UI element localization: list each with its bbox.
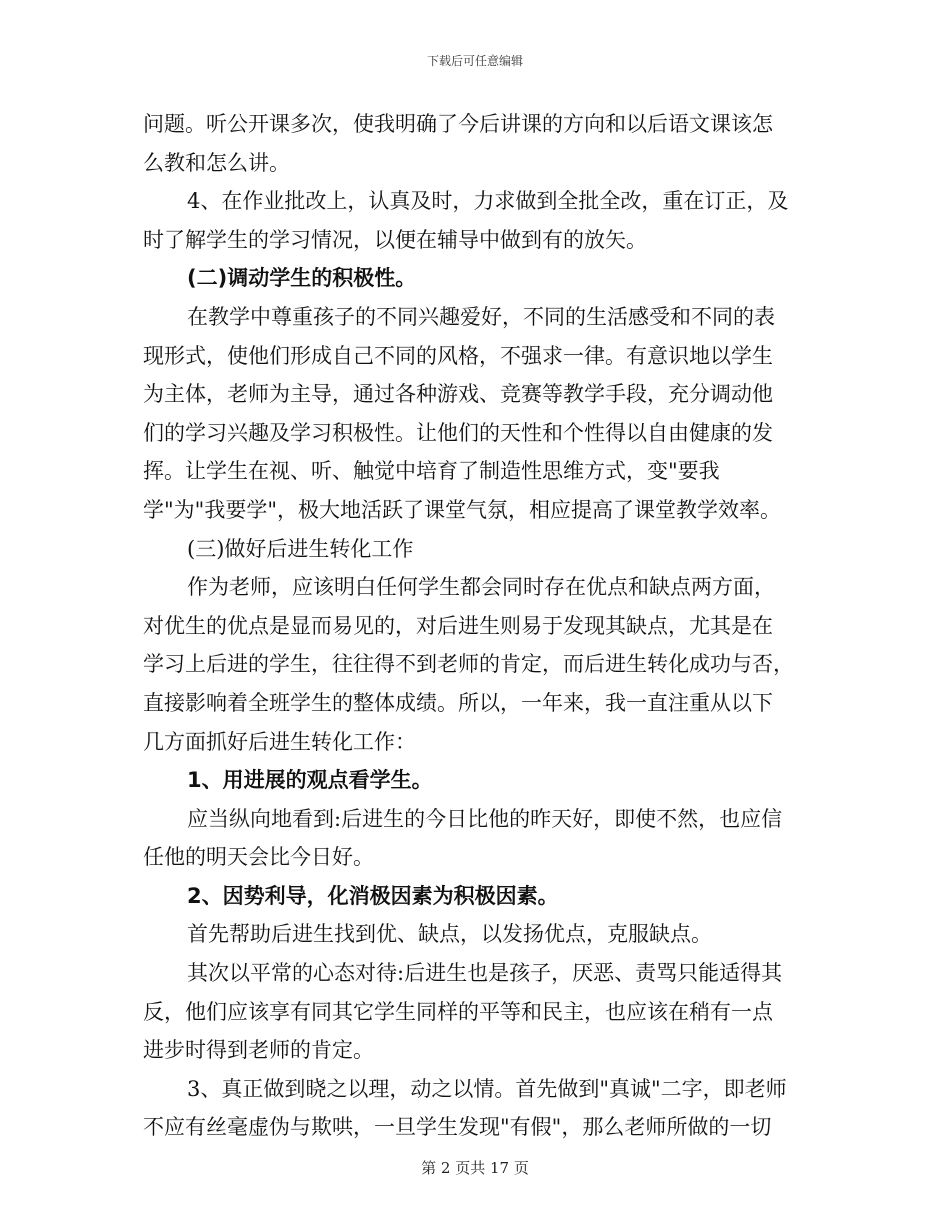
text-line: 几方面抓好后进生转化工作： [143, 729, 416, 754]
text-line: 学"为"我要学"，极大地活跃了课堂气氛，相应提高了课堂教学效率。 [143, 497, 781, 522]
text-line: 直接影响着全班学生的整体成绩。所以，一年来，我一直注重从以下 [143, 690, 773, 715]
document-body [143, 105, 811, 1147]
text-line: 任他的明天会比今日好。 [143, 845, 374, 870]
section-heading: (二)调动学生的积极性。 [187, 266, 417, 291]
text-line: 应当纵向地看到:后进生的今日比他的昨天好，即使不然，也应信 [187, 806, 783, 831]
text-line: 为主体，老师为主导，通过各种游戏、竞赛等教学手段，充分调动他 [143, 382, 773, 407]
text-line: 时了解学生的学习情况，以便在辅导中做到有的放矢。 [143, 227, 647, 252]
text-line: 不应有丝毫虚伪与欺哄，一旦学生发现"有假"，那么老师所做的一切 [143, 1115, 772, 1140]
text-line: 其次以平常的心态对待:后进生也是孩子，厌恶、责骂只能适得其 [187, 961, 783, 986]
text-line: 么教和怎么讲。 [143, 150, 290, 175]
page-header: 下载后可任意编辑 [426, 54, 523, 68]
text-line: 首先帮助后进生找到优、缺点，以发扬优点，克服缺点。 [187, 922, 712, 947]
text-line: 4、在作业批改上，认真及时，力求做到全批全改，重在订正，及 [187, 189, 789, 214]
text-line: 们的学习兴趣及学习积极性。让他们的天性和个性得以自由健康的发 [143, 420, 773, 445]
text-line: 挥。让学生在视、听、触觉中培育了制造性思维方式，变"要我 [143, 459, 720, 484]
text-line: 学习上后进的学生，往往得不到老师的肯定，而后进生转化成功与否， [143, 652, 794, 677]
text-line: 进步时得到老师的肯定。 [143, 1038, 374, 1063]
section-heading: 1、用进展的观点看学生。 [187, 768, 433, 793]
text-line: (三)做好后进生转化工作 [187, 536, 414, 561]
text-line: 反，他们应该享有同其它学生同样的平等和民主，也应该在稍有一点 [143, 999, 773, 1024]
section-heading: 2、因势利导，化消极因素为积极因素。 [187, 883, 559, 908]
text-line: 作为老师，应该明白任何学生都会同时存在优点和缺点两方面， [187, 575, 775, 600]
text-line: 在教学中尊重孩子的不同兴趣爱好，不同的生活感受和不同的表 [187, 304, 775, 329]
text-line: 3、真正做到晓之以理，动之以情。首先做到"真诚"二字，即老师 [187, 1076, 787, 1101]
text-line: 现形式，使他们形成自己不同的风格，不强求一律。有意识地以学生 [143, 343, 773, 368]
text-line: 问题。听公开课多次，使我明确了今后讲课的方向和以后语文课该怎 [143, 112, 773, 136]
page-footer: 第 2 页共 17 页 [421, 1159, 529, 1177]
text-line: 对优生的优点是显而易见的，对后进生则易于发现其缺点，尤其是在 [143, 613, 773, 638]
